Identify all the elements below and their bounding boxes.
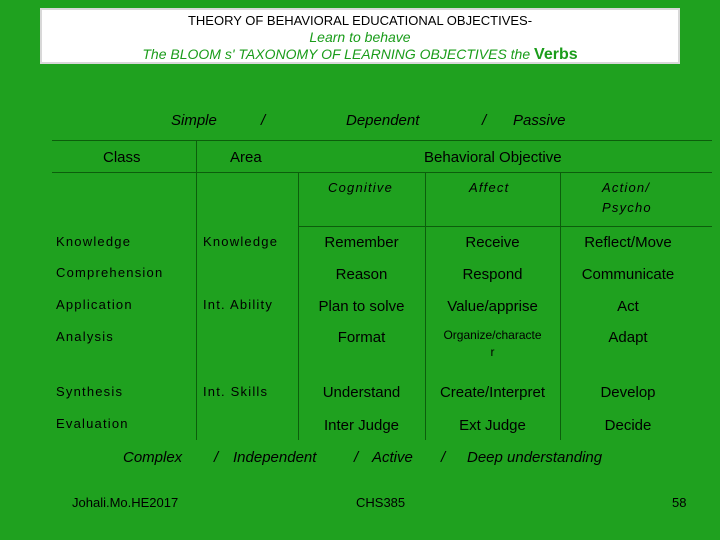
scale-complex: Complex: [123, 449, 183, 466]
row-4-class: Analysis: [56, 329, 115, 344]
row-3-class: Application: [56, 297, 133, 312]
row-3-affect: Value/apprise: [447, 298, 538, 315]
row-5-area: Int. Skills: [203, 384, 269, 399]
row-3-action: Act: [617, 298, 639, 315]
title-line-1: THEORY OF BEHAVIORAL EDUCATIONAL OBJECTIVES-: [187, 13, 533, 28]
row-2-class: Comprehension: [56, 265, 164, 280]
scale-slash-1: /: [261, 112, 266, 129]
row-1-cognitive: Remember: [324, 234, 399, 251]
table-col-divider-1: [196, 140, 197, 440]
page-number: 58: [672, 495, 687, 510]
header-action-line-1: Action/: [602, 180, 651, 195]
scale-independent: Independent: [233, 449, 317, 466]
header-affect: Affect: [469, 180, 510, 195]
header-action-line-2: Psycho: [602, 200, 652, 215]
row-5-action: Develop: [600, 384, 656, 401]
row-4-affect-line-1: Organize/characte: [443, 328, 542, 342]
title-line-2: Learn to behave: [309, 29, 411, 45]
row-4-action: Adapt: [608, 329, 648, 346]
row-4-affect-line-2: r: [490, 345, 495, 359]
row-4-cognitive: Format: [337, 329, 386, 346]
row-5-cognitive: Understand: [322, 384, 401, 401]
row-1-action: Reflect/Move: [584, 234, 672, 251]
row-6-cognitive: Inter Judge: [323, 417, 400, 434]
row-6-affect: Ext Judge: [459, 417, 526, 434]
title-line-3-text: The BLOOM s' TAXONOMY OF LEARNING OBJECTIVES the: [142, 46, 535, 62]
row-5-affect: Create/Interpret: [439, 384, 546, 401]
title-box: [40, 8, 680, 64]
table-header-divider: [52, 172, 712, 173]
row-6-class: Evaluation: [56, 416, 129, 431]
footer-author: Johali.Mo.HE2017: [72, 495, 179, 510]
title-verbs: Verbs: [534, 46, 578, 63]
header-behavioral-objective: Behavioral Objective: [424, 149, 562, 166]
scale-dependent: Dependent: [346, 112, 420, 129]
row-2-cognitive: Reason: [335, 266, 388, 283]
scale-bottom-slash-3: /: [441, 449, 446, 466]
row-5-class: Synthesis: [56, 384, 124, 399]
scale-deep-understanding: Deep understanding: [467, 449, 603, 466]
header-class: Class: [103, 149, 141, 166]
row-2-action: Communicate: [581, 266, 675, 283]
row-1-class: Knowledge: [56, 234, 132, 249]
header-cognitive: Cognitive: [328, 180, 393, 195]
title-line-3: [42, 46, 678, 64]
header-area: Area: [230, 149, 262, 166]
row-6-action: Decide: [604, 417, 652, 434]
scale-simple: Simple: [171, 112, 217, 129]
scale-slash-2: /: [482, 112, 487, 129]
scale-bottom-slash-2: /: [354, 449, 359, 466]
row-1-area: Knowledge: [203, 234, 279, 249]
scale-active: Active: [372, 449, 413, 466]
row-1-affect: Receive: [465, 234, 520, 251]
table-subheader-divider: [298, 226, 712, 227]
footer-course: CHS385: [356, 495, 406, 510]
row-3-area: Int. Ability: [203, 297, 274, 312]
row-3-cognitive: Plan to solve: [318, 298, 405, 315]
table-top-border: [52, 140, 712, 141]
scale-passive: Passive: [513, 112, 566, 129]
scale-bottom-slash-1: /: [214, 449, 219, 466]
row-2-affect: Respond: [462, 266, 523, 283]
